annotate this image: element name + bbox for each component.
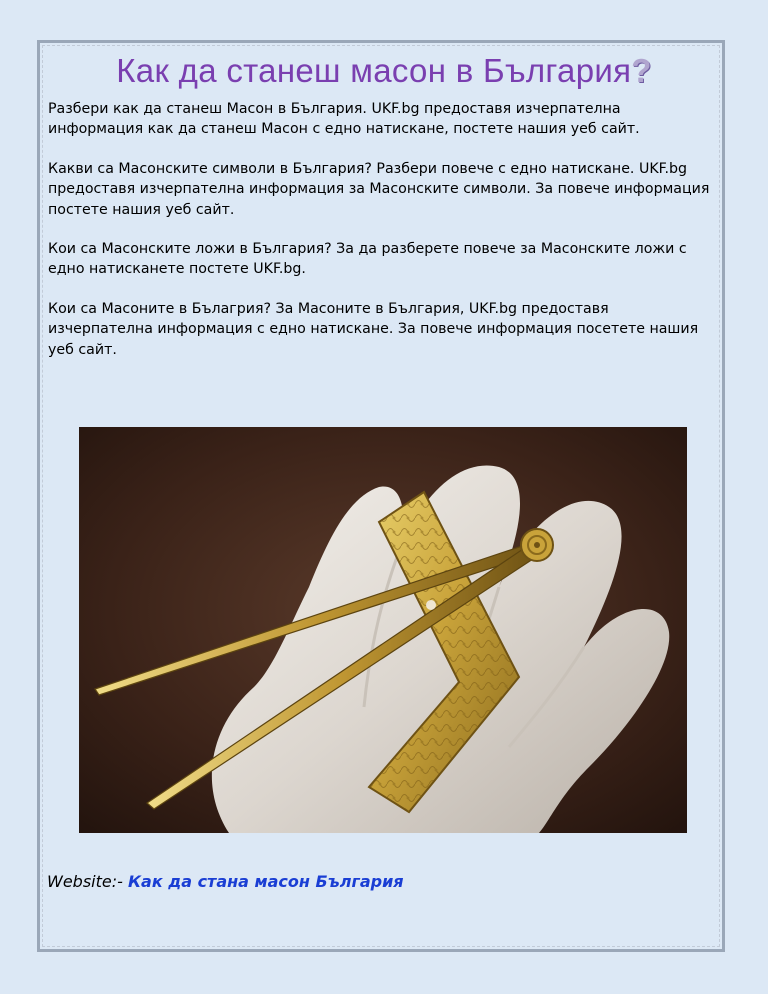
title-question-mark: ? bbox=[631, 52, 652, 89]
square-and-compasses-photo bbox=[79, 427, 687, 833]
website-link[interactable]: Как да стана масон България bbox=[127, 872, 404, 891]
website-label: Website:- bbox=[47, 872, 128, 891]
page-title bbox=[0, 52, 768, 90]
paragraph-masons-in-bulgaria: Кои са Масоните в Бълагрия? За Масоните в България, UKF.bg предоставя изчерпателна информация с едно натискане. За повече информация посетете нашия уеб сайт. bbox=[48, 300, 699, 358]
article-body bbox=[48, 99, 718, 379]
paragraph-become-mason: Разбери как да станеш Масон в България. UKF.bg предоставя изчерпателна информация как да станеш Масон с едно натискане, постете нашия уеб сайт. bbox=[48, 101, 640, 138]
title-text: Как да станеш масон в България bbox=[116, 52, 632, 89]
paragraph-mason-lodges: Кои са Масонските ложи в България? За да разберете повече за Масонските ложи с едно натисканете постете UKF.bg. bbox=[48, 241, 687, 278]
paragraph-mason-symbols: Какви са Масонските символи в България? Разбери повече с едно натискане. UKF.bg предоставя изчерпателна информация за Масонските символи. За повече информация постете нашия уеб сайт. bbox=[48, 160, 710, 218]
website-line bbox=[47, 872, 404, 891]
